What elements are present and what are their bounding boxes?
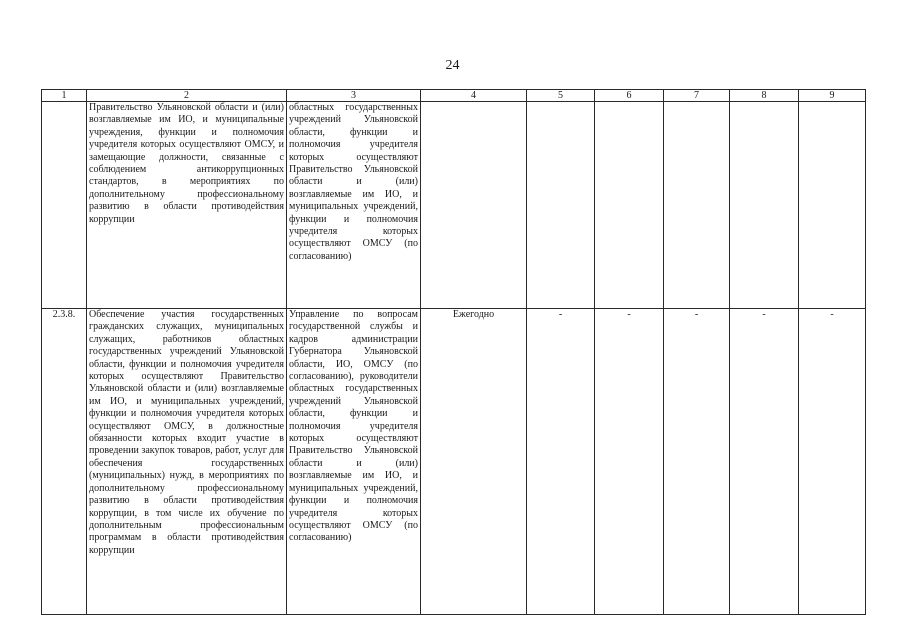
header-row <box>42 90 866 102</box>
table-row <box>42 309 866 615</box>
value-cell-8 <box>730 102 799 309</box>
value-cell-7: - <box>664 309 730 615</box>
value-cell-5: - <box>527 309 595 615</box>
header-cell-4: 4 <box>421 90 527 102</box>
row-number <box>42 102 87 309</box>
header-cell-8: 8 <box>730 90 799 102</box>
value-cell-9: - <box>799 309 866 615</box>
value-cell-9 <box>799 102 866 309</box>
activity-cell: Обеспечение участия государственных гражданских служащих, муниципальных служащих, работников областных государственных учреждений Ульяновской области, функции и полномочия учредителя которых осуществляют Правительство Ульяновской области и (или) возглавляемые им ИО, и муниципальных учреждений, функции и полномочия учредителя которых осуществляют ОМСУ, в должностные обязанности которых входит участие в проведении закупок товаров, работ, услуг для обеспечения государственных (муниципальных) нужд, в мероприятиях по дополнительному профессиональному развитию в области противодействия коррупции, в том числе их обучение по дополнительным профессиональным программам в области противодействия коррупции <box>87 309 287 615</box>
value-cell-6 <box>595 102 664 309</box>
executors-cell: областных государственных учреждений Ульяновской области, функции и полномочия учредителя которых осуществляют Правительство Ульяновской области и (или) возглавляемые им ИО, и муниципальных учреждений, функции и полномочия учредителя которых осуществляют ОМСУ (по согласованию) <box>287 102 421 309</box>
value-cell-7 <box>664 102 730 309</box>
period-cell: Ежегодно <box>421 309 527 615</box>
period-cell <box>421 102 527 309</box>
activity-cell: Правительство Ульяновской области и (или) возглавляемые им ИО, и муниципальные учреждения, функции и полномочия учредителя которых осуществляют ОМСУ, и замещающие должности, связанные с соблюдением антикоррупционных стандартов, в мероприятиях по дополнительному профессиональному развитию в области противодействия коррупции <box>87 102 287 309</box>
row-number: 2.3.8. <box>42 309 87 615</box>
header-cell-5: 5 <box>527 90 595 102</box>
header-cell-6: 6 <box>595 90 664 102</box>
header-cell-2: 2 <box>87 90 287 102</box>
header-cell-9: 9 <box>799 90 866 102</box>
executors-cell: Управление по вопросам государственной службы и кадров администрации Губернатора Ульяновской области, ИО, ОМСУ (по согласованию), руководители областных государственных учреждений Ульяновской области, функции и полномочия учредителя которых осуществляют Правительство Ульяновской области и (или) возглавляемые им ИО, и муниципальных учреждений, функции и полномочия учредителя которых осуществляют ОМСУ (по согласованию) <box>287 309 421 615</box>
header-cell-7: 7 <box>664 90 730 102</box>
header-cell-3: 3 <box>287 90 421 102</box>
page-number: 24 <box>445 58 460 73</box>
value-cell-5 <box>527 102 595 309</box>
table-row <box>42 102 866 309</box>
value-cell-8: - <box>730 309 799 615</box>
header-cell-1: 1 <box>42 90 87 102</box>
plan-table <box>41 89 866 615</box>
value-cell-6: - <box>595 309 664 615</box>
